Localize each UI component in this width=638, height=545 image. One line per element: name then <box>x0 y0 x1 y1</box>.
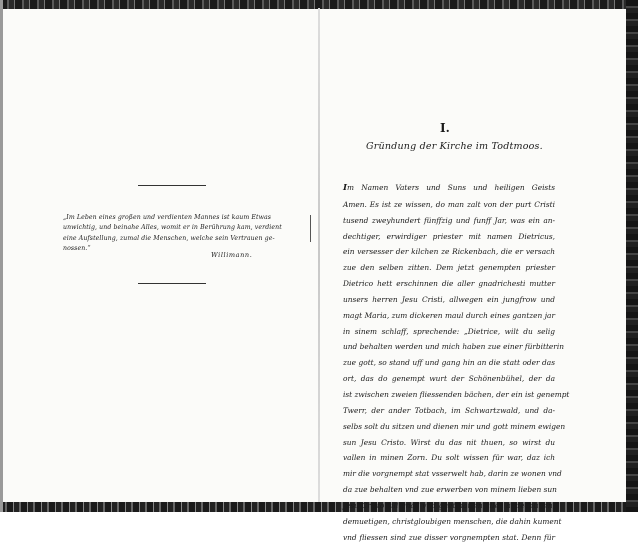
body-line: vnd fliessen sind zue disser vorgnempten stat. Denn für <box>343 532 555 542</box>
body-line: in sinem schlaff, sprechende: „Dietrice, wilt du selig <box>343 326 555 336</box>
body-line: da zue behalten vnd zue erwerben von minem lieben sun <box>343 485 557 495</box>
body-line: mir die vorgnempt stat vsserwelt hab, darin ze wonen vnd <box>343 469 562 479</box>
epigraph-signature: Willimann. <box>211 251 253 259</box>
body-line: ort, das do genempt wurt der Schönenbühel, der da <box>343 374 555 384</box>
page-gutter <box>318 8 320 502</box>
epigraph-rule-top <box>138 185 206 186</box>
chapter-body <box>343 180 570 545</box>
body-line: Amen. Es ist ze wissen, do man zalt von der purt Cristi <box>343 199 555 209</box>
body-line: Twerr, der ander Totbach, im Schwartzwald, und da- <box>343 405 555 415</box>
body-line: ein versesser der kilchen ze Rickenbach, die er versach <box>343 247 555 257</box>
body-line: magt Maria, zum dickeren maul durch eines gantzen jar <box>343 310 555 320</box>
body-line <box>343 180 555 197</box>
first-line-text: m Namen Vaters und Suns und heiligen Geists <box>347 183 555 192</box>
body-line: vallen in minen Zorn. Du solt wissen für war, daz ich <box>343 453 555 463</box>
body-line: unsers herren Jesu Cristi, allwegen ein jungfrow und <box>343 294 555 304</box>
epigraph-line: „Im Leben eines großen und verdienten Mannes ist kaum Etwas <box>63 214 272 221</box>
body-line: demuetigen, christgloubigen menschen, die dahin kument <box>343 516 562 526</box>
body-line: sun Jesu Cristo. Wirst du das nit thuen, so wirst du <box>343 437 555 447</box>
margin-mark <box>310 215 311 242</box>
scan-edge-right <box>626 0 638 512</box>
epigraph-line: eine Aufstellung, zumal die Menschen, welche sein Vertrauen ge- <box>63 234 275 242</box>
body-line: tusend zweyhundert fünffzig und funff Jar, was ein an- <box>343 215 555 225</box>
body-line: ist zwischen zweien fliessenden bächen, der ein ist genempt <box>343 389 570 399</box>
body-line: Dietrico hett erschinnen die aller gnadrichesti mutter <box>343 279 555 289</box>
epigraph-rule-bottom <box>138 283 206 284</box>
epigraph-line: nossen.“ <box>63 244 91 252</box>
chapter-number: I. <box>440 121 450 135</box>
body-line: selbs solt du sitzen und dienen mir und gott minem ewigen <box>343 421 566 431</box>
body-line: dechtiger, erwirdiger priester mit namen Dietricus, <box>343 231 555 241</box>
epigraph-line: unwichtig, und beinahe Alles, womit er in Berührung kam, verdient <box>63 224 282 232</box>
drop-cap: I <box>343 183 348 193</box>
body-line: Jesu Cristo vill gnad vnd guetthatten allen andechtigen, <box>343 500 555 510</box>
body-line: und behalten werden und mich haben zue einer fürbitterin <box>343 342 564 352</box>
chapter-title: Gründung der Kirche im Todtmoos. <box>366 141 543 152</box>
epigraph-quote <box>63 213 306 254</box>
body-line: zue gott, so stand uff und gang hin an die statt oder das <box>343 358 555 368</box>
scan-edge-left <box>0 0 3 512</box>
body-line: zue den selben zitten. Dem jetzt genempten priester <box>343 263 555 273</box>
